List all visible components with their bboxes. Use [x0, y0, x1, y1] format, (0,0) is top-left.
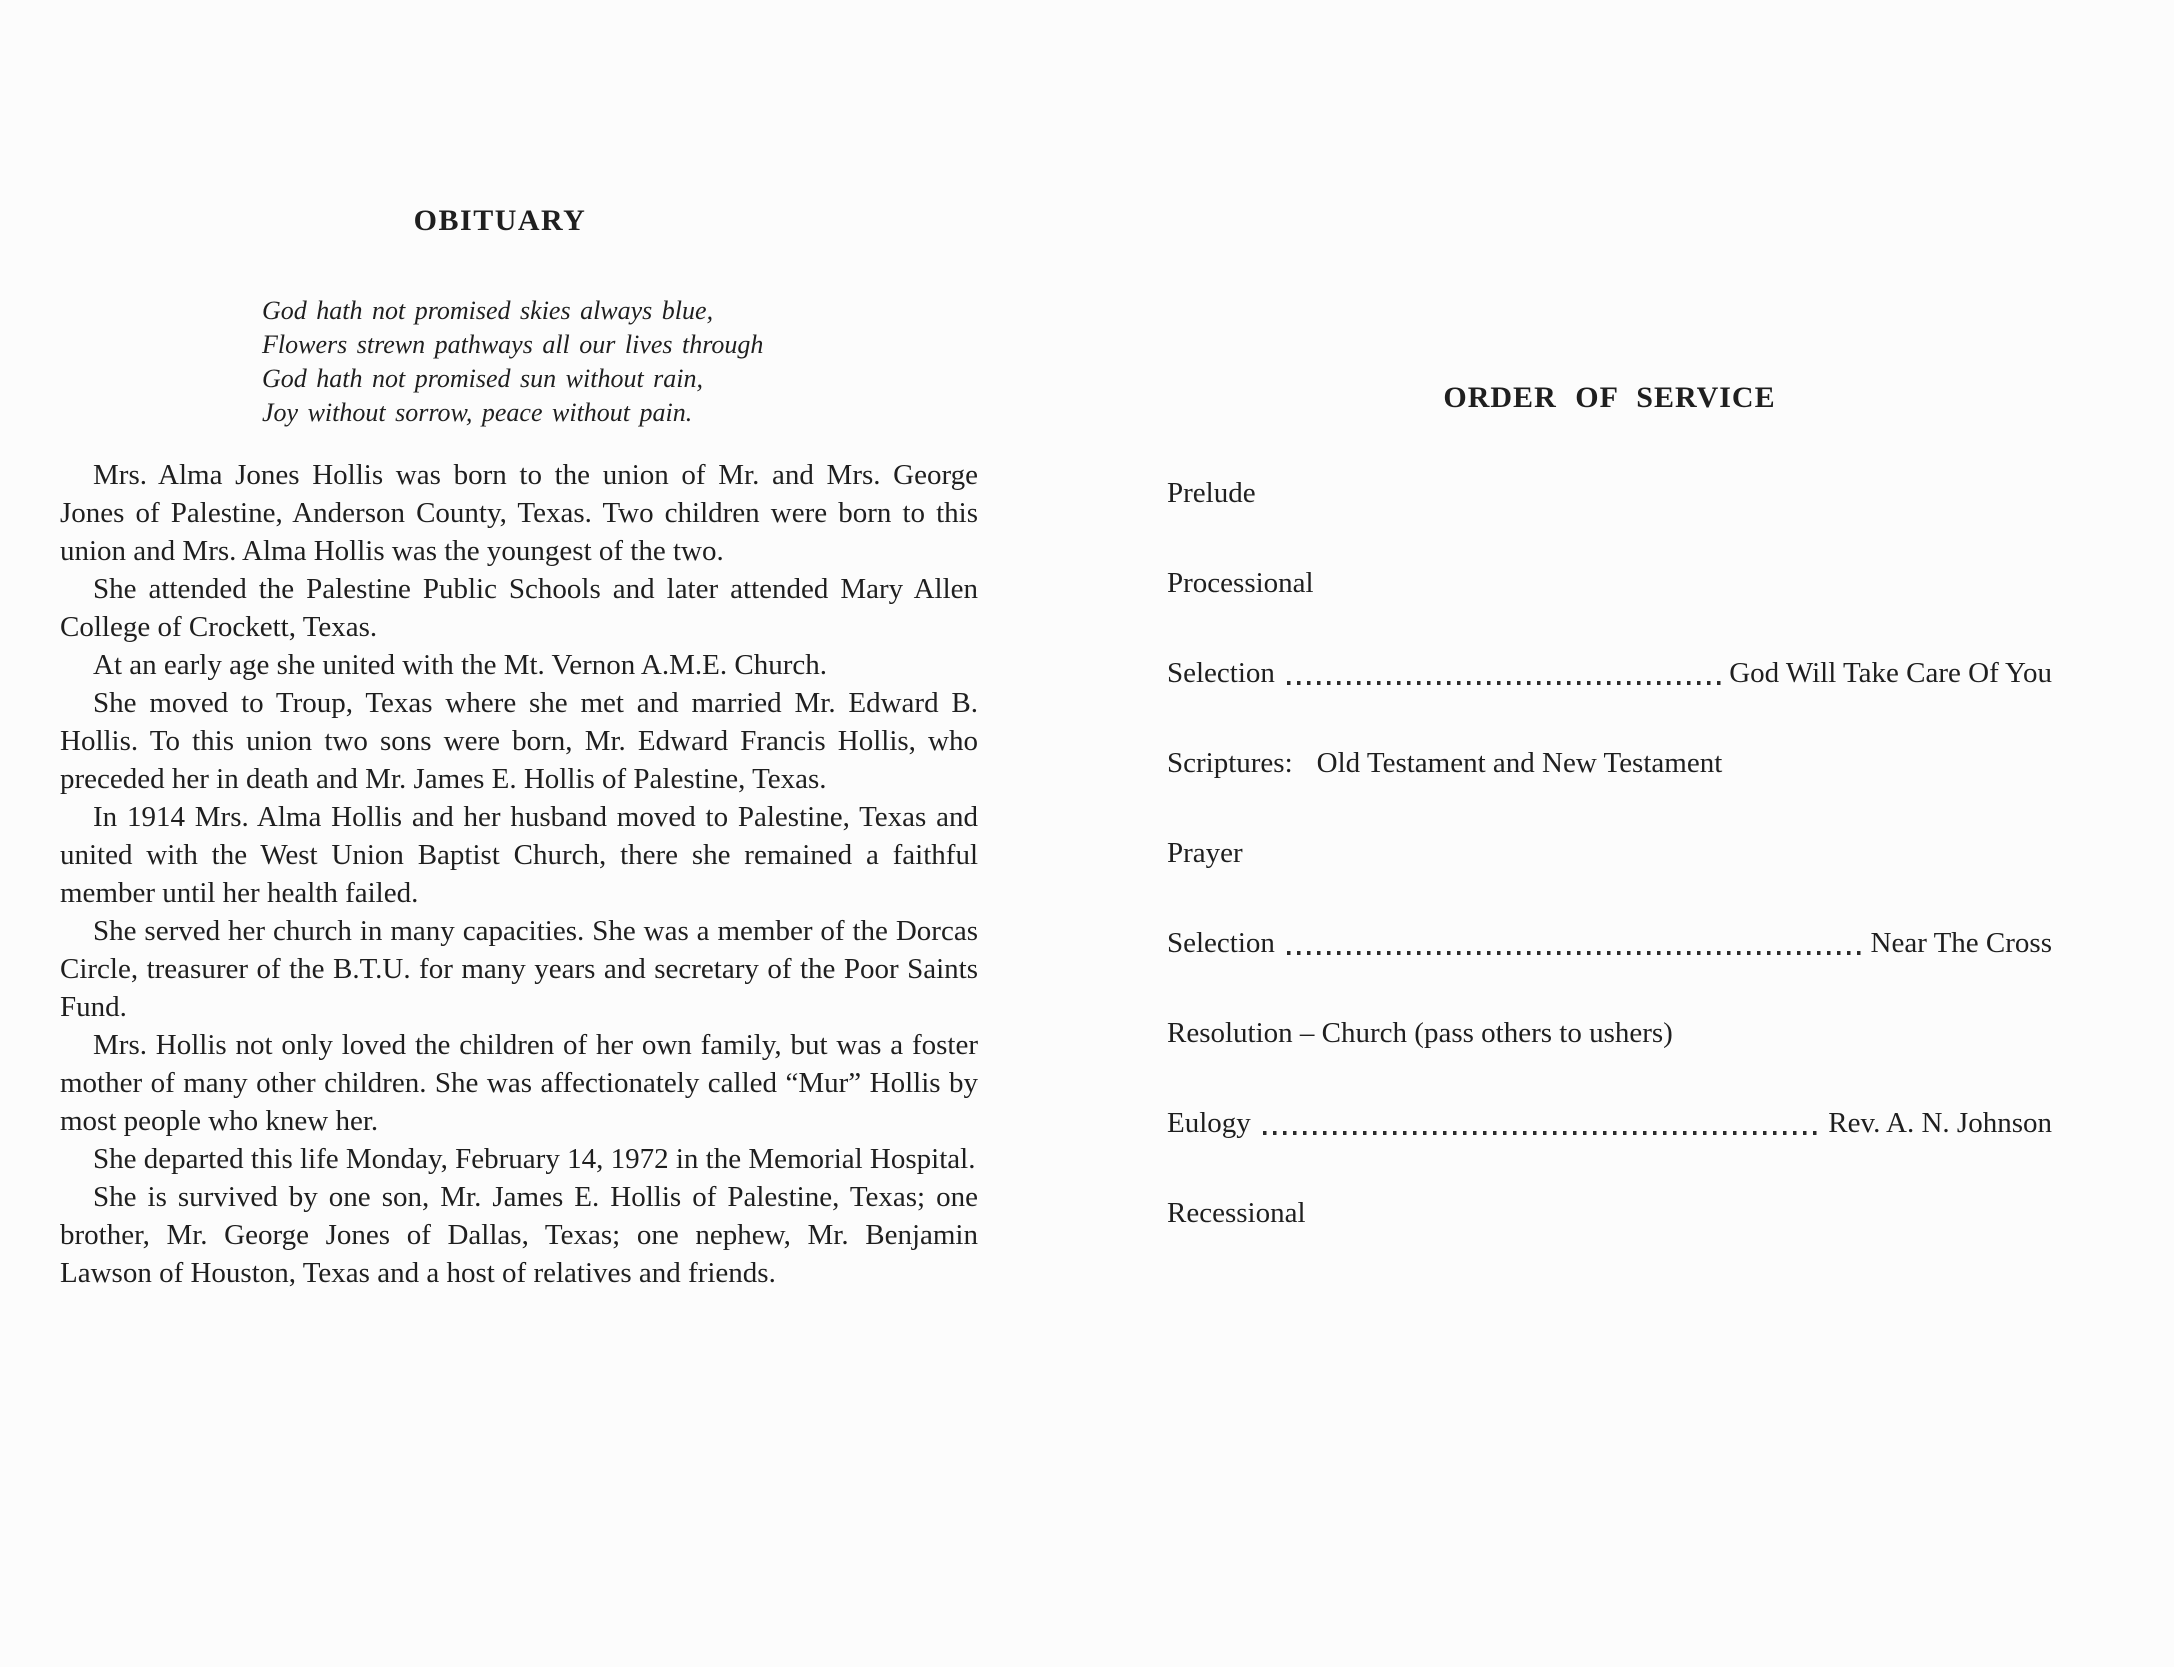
service-item-label: Scriptures:: [1167, 747, 1293, 779]
service-item-value: Rev. A. N. Johnson: [1828, 1107, 2052, 1139]
service-item: [1167, 743, 2052, 783]
poem-line: God hath not promised skies always blue,: [262, 296, 714, 325]
obituary-paragraph: She attended the Palestine Public Schools and later attended Mary Allen College of Crockett, Texas.: [60, 573, 978, 643]
obituary-paragraph: At an early age she united with the Mt. Vernon A.M.E. Church.: [93, 649, 827, 681]
obituary-text: [60, 456, 978, 1292]
poem-line: Flowers strewn pathways all our lives through: [262, 330, 764, 359]
service-item-label: Prelude: [1167, 477, 1256, 509]
service-item: [1167, 833, 2052, 873]
service-item-value: Old Testament and New Testament: [1316, 747, 1723, 779]
obituary-paragraph: She served her church in many capacities. She was a member of the Dorcas Circle, treasurer of the B.T.U. for many years and secretary of the Poor Saints Fund.: [60, 915, 978, 1023]
service-item-label: Resolution – Church (pass others to ushers): [1167, 1017, 1673, 1049]
dot-leader: [1287, 681, 1723, 685]
service-item: [1167, 653, 2052, 693]
service-item: [1167, 1103, 2052, 1143]
service-item: [1167, 473, 2052, 513]
service-item-label: Recessional: [1167, 1197, 1306, 1229]
obituary-paragraph: Mrs. Alma Jones Hollis was born to the union of Mr. and Mrs. George Jones of Palestine, Anderson County, Texas. Two children were born to this union and Mrs. Alma Hollis was the youngest of the two.: [60, 459, 978, 567]
service-item: [1167, 1193, 2052, 1233]
obituary-paragraph: She departed this life Monday, February 14, 1972 in the Memorial Hospital.: [93, 1143, 976, 1175]
order-of-service-title: ORDER OF SERVICE: [1443, 381, 1776, 414]
poem-line: God hath not promised sun without rain,: [262, 364, 704, 393]
service-item-label: Prayer: [1167, 837, 1243, 869]
service-item-label: Eulogy: [1167, 1107, 1251, 1139]
service-item-label: Processional: [1167, 567, 1314, 599]
service-item-value: God Will Take Care Of You: [1729, 657, 2052, 689]
obituary-paragraph: She moved to Troup, Texas where she met and married Mr. Edward B. Hollis. To this union two sons were born, Mr. Edward Francis Hollis, who preceded her in death and Mr. James E. Hollis of Palestine, Texas.: [60, 687, 978, 795]
service-item-value: Near The Cross: [1870, 927, 2052, 959]
service-item-label: Selection: [1167, 657, 1275, 689]
obituary-paragraph: She is survived by one son, Mr. James E. Hollis of Palestine, Texas; one brother, Mr. George Jones of Dallas, Texas; one nephew, Mr. Benjamin Lawson of Houston, Texas and a host of relatives and friends.: [60, 1181, 978, 1289]
service-item-label: Selection: [1167, 927, 1275, 959]
dot-leader: [1263, 1131, 1823, 1135]
dot-leader: [1287, 951, 1865, 955]
obituary-poem: [262, 294, 763, 430]
obituary-title: OBITUARY: [413, 204, 587, 237]
service-item: [1167, 563, 2052, 603]
obituary-paragraph: Mrs. Hollis not only loved the children of her own family, but was a foster mother of many other children. She was affectionately called “Mur” Hollis by most people who knew her.: [60, 1029, 978, 1137]
service-item: [1167, 923, 2052, 963]
obituary-paragraph: In 1914 Mrs. Alma Hollis and her husband moved to Palestine, Texas and united with the West Union Baptist Church, there she remained a faithful member until her health failed.: [60, 801, 978, 909]
order-of-service-list: [1167, 473, 2052, 1283]
poem-line: Joy without sorrow, peace without pain.: [262, 398, 693, 427]
service-item: [1167, 1013, 2052, 1053]
